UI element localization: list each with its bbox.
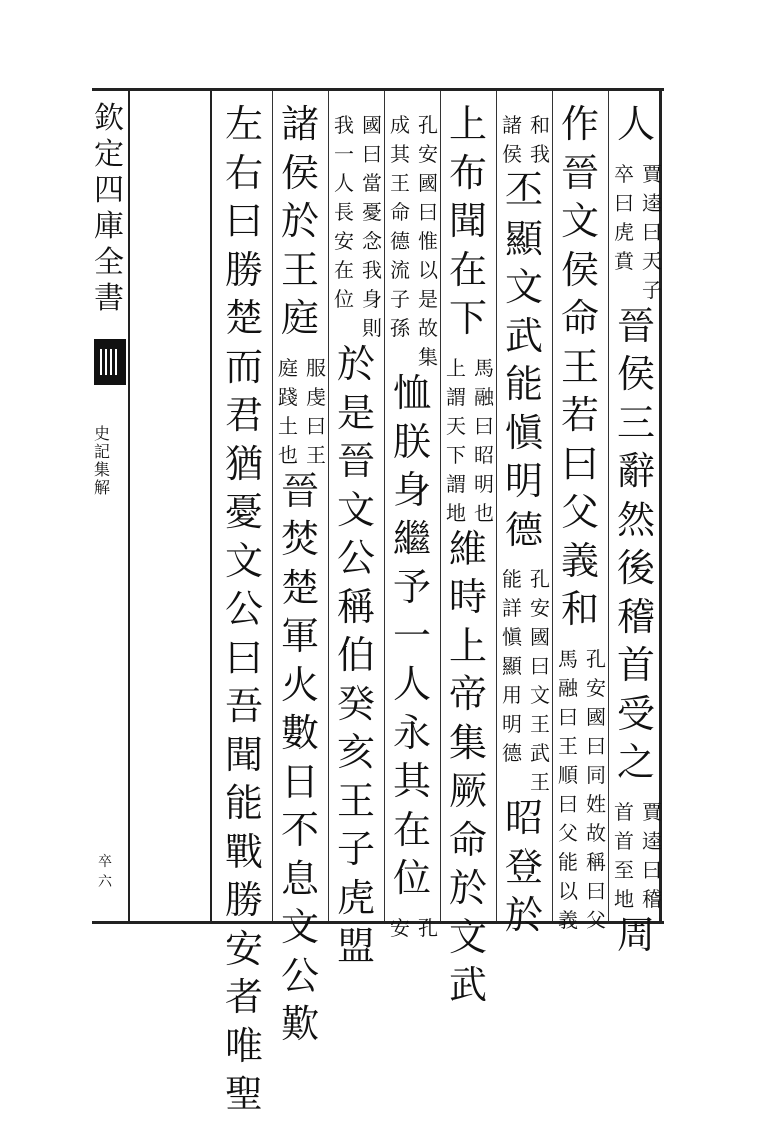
column-rule: [440, 91, 441, 921]
commentary-note: [558, 643, 606, 933]
column-rule: [608, 91, 609, 921]
main-text: 晉 侯 三 辭 然 後 稽 首 受 之: [617, 303, 656, 784]
commentary-line: 上 謂 天 下 謂 地: [446, 355, 466, 525]
commentary-line: 諸 侯: [502, 113, 522, 166]
commentary-note: [614, 158, 662, 303]
commentary-line: 卒 曰 虎 賁: [614, 161, 634, 273]
page-number: 卒 六: [98, 854, 112, 890]
main-text: 作 晉 文 侯 命 王 若 曰 父 義 和: [561, 102, 600, 631]
commentary-line: 孔: [418, 915, 438, 940]
commentary-line: 我 一 人 長 安 在 位: [334, 113, 354, 311]
commentary-line: 成 其 王 命 德 流 子 孫: [390, 113, 410, 340]
commentary-line: 馬 融 曰 王 順 曰 父 能 以 義: [558, 646, 578, 932]
commentary-line: 安: [390, 915, 410, 940]
commentary-line: 賈 逵 曰 稽: [642, 799, 662, 911]
main-text: 左 右 曰 勝 楚 而 君 猶 憂 文 公 曰 吾 聞 能 戰 勝 安 者 唯 聖: [225, 102, 264, 1116]
commentary-line: 能 詳 愼 顯 用 明 德: [502, 567, 522, 765]
column-rule: [328, 91, 329, 921]
main-text: 周: [617, 912, 656, 957]
column-rule: [272, 91, 273, 921]
book-page: [92, 88, 664, 1116]
main-text: 昭 登 於: [505, 796, 544, 937]
commentary-note: [278, 352, 326, 468]
commentary-line: 庭 踐 土 也: [278, 355, 298, 467]
commentary-line: 賈 逵 曰 天 子: [642, 161, 662, 302]
commentary-note: [334, 109, 382, 341]
column-rule: [384, 91, 385, 921]
commentary-line: 馬 融 曰 昭 明 也: [474, 355, 494, 525]
commentary-line: 服 虔 曰 王: [306, 355, 326, 467]
main-text: 於 是 晉 文 公 稱 伯 癸 亥 王 子 虎 盟: [337, 342, 376, 968]
commentary-line: 首 首 至 地: [614, 799, 634, 911]
column-rule: [552, 91, 553, 921]
commentary-note: [390, 109, 438, 370]
fish-tail-mark: [94, 339, 126, 385]
commentary-line: 和 我: [530, 113, 550, 166]
commentary-line: 孔 安 國 曰 文 王 武 王: [530, 567, 550, 794]
main-text: 維 時 上 帝 集 厥 命 於 文 武: [449, 526, 488, 1007]
commentary-line: 國 曰 當 憂 念 我 身 則: [362, 113, 382, 340]
commentary-line: 孔 安 國 曰 惟 以 是 故 集: [418, 113, 438, 369]
main-text: 丕 顯 文 武 能 愼 明 德: [505, 168, 544, 552]
margin-column: [92, 91, 130, 921]
section-title: 史 記 集 解: [94, 424, 111, 497]
commentary-note: [502, 109, 550, 167]
commentary-note: [502, 563, 550, 795]
commentary-note: [614, 796, 662, 912]
commentary-line: 孔 安 國 曰 同 姓 故 稱 曰 父: [586, 646, 606, 932]
text-frame: [210, 91, 662, 1116]
main-text: 人: [617, 102, 656, 146]
main-text: 上 布 聞 在 下: [449, 102, 488, 340]
commentary-note: [390, 912, 438, 941]
main-text: 諸 侯 於 王 庭: [281, 102, 320, 340]
book-title: 欽 定 四 庫 全 書: [94, 101, 124, 316]
main-text: 恤 朕 身 繼 予 一 人 永 其 在 位: [393, 371, 432, 900]
column-rule: [496, 91, 497, 921]
main-text: 晉 焚 楚 軍 火 數 日 不 息 文 公 歎: [281, 468, 320, 1046]
commentary-note: [446, 352, 494, 526]
